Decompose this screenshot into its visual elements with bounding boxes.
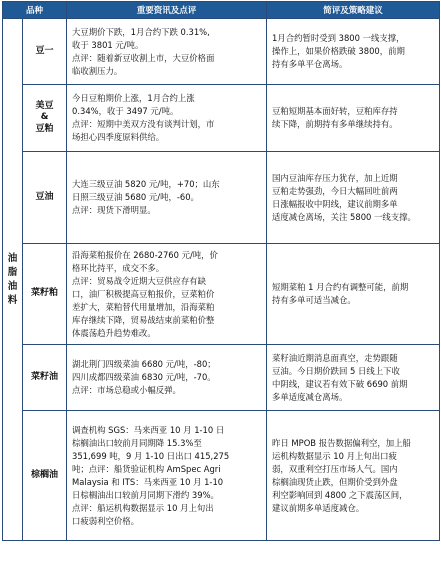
- news-line: 日照三级豆油 5680 元/吨，-60。: [72, 192, 199, 202]
- row-soybean-one: [3, 19, 440, 85]
- variety-cell: [23, 244, 67, 345]
- news-line: 沿海菜粕报价在 2680-2760 元/吨，价: [72, 249, 218, 260]
- strategy-line: 日涨幅报收中阴线，建议前期多单: [272, 198, 398, 209]
- news-line: 差扩大，菜粕替代用量增加，沿海菜粕: [72, 301, 215, 312]
- news-cell: [67, 244, 267, 345]
- news-line: 口疲弱利空价格。: [72, 515, 140, 526]
- variety-cell: [23, 85, 67, 152]
- news-line: 临收割压力。: [72, 65, 123, 76]
- strategy-line: 昨日 MPOB 报告数据偏利空，加上船: [272, 437, 411, 448]
- news-line: 调查机构 SGS：马来西亚 10 月 1-10 日: [72, 424, 225, 435]
- news-line: 体震荡趋升趋势难改。: [72, 327, 156, 338]
- news-line: 口，油厂积极提高豆粕报价，豆菜粕价: [72, 288, 215, 299]
- strategy-cell: [267, 345, 440, 411]
- news-line: 吨；点评：船货验证机构 AmSpec Agri: [72, 463, 221, 474]
- variety-cell: [23, 411, 67, 541]
- row-rapeseed-meal: [3, 244, 440, 345]
- news-line: 点评：现货下滑明显。: [72, 205, 156, 215]
- sector-label-oils-oilseeds: [3, 19, 23, 541]
- strategy-line: 运机构数据显示 10 月上旬出口疲: [272, 450, 397, 461]
- news-cell: [67, 85, 267, 152]
- strategy-line: 多单适度减仓离场。: [272, 391, 348, 402]
- row-rapeseed-oil: [3, 345, 440, 411]
- news-line: 棕榈油出口较前月同期降 15.3%至: [72, 437, 202, 448]
- news-line: 场担心四季度原料供给。: [72, 132, 165, 142]
- strategy-line: 弱，双重利空打压市场人气。国内: [272, 463, 398, 474]
- news-line: 库存继续下降，贸易战结束前菜粕价整: [72, 314, 215, 325]
- variety-name: 美豆: [35, 101, 54, 112]
- strategy-line: 豆粕短期基本面好转，豆粕库存持: [272, 106, 398, 116]
- row-palm-oil: [3, 411, 440, 541]
- strategy-cell: [267, 19, 440, 85]
- news-cell: [67, 345, 267, 411]
- news-line: 0.34%，收于 3497 元/吨。: [72, 106, 179, 116]
- news-cell: [67, 152, 267, 244]
- sector-char: 料: [7, 294, 18, 306]
- variety-name: 豆油: [35, 191, 54, 202]
- news-line: 日棕榈油出口较前月同期下滑约 39%。: [72, 489, 219, 500]
- strategy-cell: [267, 244, 440, 345]
- news-line: Malaysia 和 ITS：马来西亚 10 月 1-10: [72, 476, 224, 487]
- variety-name: 菜籽油: [31, 371, 59, 382]
- news-line: 格环比持平，成交不多。: [72, 262, 165, 273]
- sector-char: 脂: [7, 266, 18, 278]
- strategy-line: 建议前期多单适度减仓。: [272, 502, 365, 513]
- news-line: 点评：船运机构数据显示 10 月上旬出: [72, 502, 214, 513]
- strategy-line: 1月合约暂时受到 3800 一线支撑，: [272, 33, 405, 43]
- news-line: 351,699 吨，9 月 1-10 日出口 415,275: [72, 450, 230, 461]
- strategy-line: 菜籽油近期消息面真空，走势跟随: [272, 352, 398, 363]
- strategy-line: 续下降，前期持有多单继续持有。: [272, 119, 398, 129]
- strategy-line: 国内豆油库存压力犹存，加上近期: [272, 172, 398, 183]
- strategy-line: 持有多单可适当减仓。: [272, 295, 356, 305]
- variety-cell: [23, 152, 67, 244]
- row-soybean-oil: [3, 152, 440, 244]
- strategy-line: 短期菜粕 1 月合约有调整可能，前期: [272, 282, 409, 292]
- header-strategy: 简评及策略建议: [267, 2, 440, 19]
- strategy-cell: [267, 152, 440, 244]
- variety-name: 豆粕: [35, 123, 54, 134]
- variety-name: 棕榈油: [31, 469, 59, 480]
- variety-cell: [23, 345, 67, 411]
- strategy-line: 操作上，如果价格跌破 3800，前期: [272, 46, 405, 56]
- sector-char: 油: [7, 280, 18, 292]
- news-cell: [67, 19, 267, 85]
- news-line: 点评：短期中美双方没有谈判计划，市: [72, 119, 215, 129]
- news-line: 点评：贸易战令近期大豆供应存有缺: [72, 275, 207, 286]
- header-row: [3, 2, 440, 19]
- strategy-line: 利空影响回到 4800 之下震荡区间，: [272, 489, 408, 500]
- oils-oilseeds-table: [2, 1, 440, 541]
- strategy-line: 持有多单平仓离场。: [272, 59, 348, 69]
- header-variety: 品种: [3, 2, 67, 19]
- strategy-line: 中阴线，建议若有效下破 6690 前期: [272, 378, 408, 389]
- news-line: 湖北荆门四级菜油 6680 元/吨，-80；: [72, 359, 216, 369]
- news-line: 四川成都四级菜油 6830 元/吨，-70。: [72, 372, 216, 382]
- strategy-line: 豆粕走势强劲，今日大幅回吐前两: [272, 185, 398, 196]
- news-line: 点评：随着新豆收割上市，大豆价格面: [72, 52, 215, 63]
- news-line: 收于 3801 元/吨。: [72, 39, 144, 50]
- strategy-line: 豆油。今日期价跌回 5 日线上下收: [272, 365, 400, 376]
- strategy-cell: [267, 85, 440, 152]
- header-news: 重要资讯及点评: [67, 2, 267, 19]
- variety-name: 豆一: [35, 45, 54, 56]
- news-line: 大豆期价下跌，1月合约下跌 0.31%,: [72, 26, 210, 37]
- row-soybean-meal: [3, 85, 440, 152]
- strategy-cell: [267, 411, 440, 541]
- news-line: 今日豆粕期价上涨，1月合约上涨: [72, 93, 195, 103]
- strategy-line: 适度减仓离场，关注 5800 一线支撑。: [272, 211, 416, 222]
- variety-name: 菜籽粕: [31, 288, 59, 299]
- news-line: 大连三级豆油 5820 元/吨，+70；山东: [72, 179, 220, 189]
- news-line: 点评：市场总稳或小幅反弹。: [72, 385, 181, 395]
- variety-cell: [23, 19, 67, 85]
- variety-name: &: [40, 112, 49, 123]
- strategy-line: 棕榈油现货止跌，但期价受到外盘: [272, 476, 398, 487]
- news-cell: [67, 411, 267, 541]
- sector-char: 油: [7, 252, 18, 264]
